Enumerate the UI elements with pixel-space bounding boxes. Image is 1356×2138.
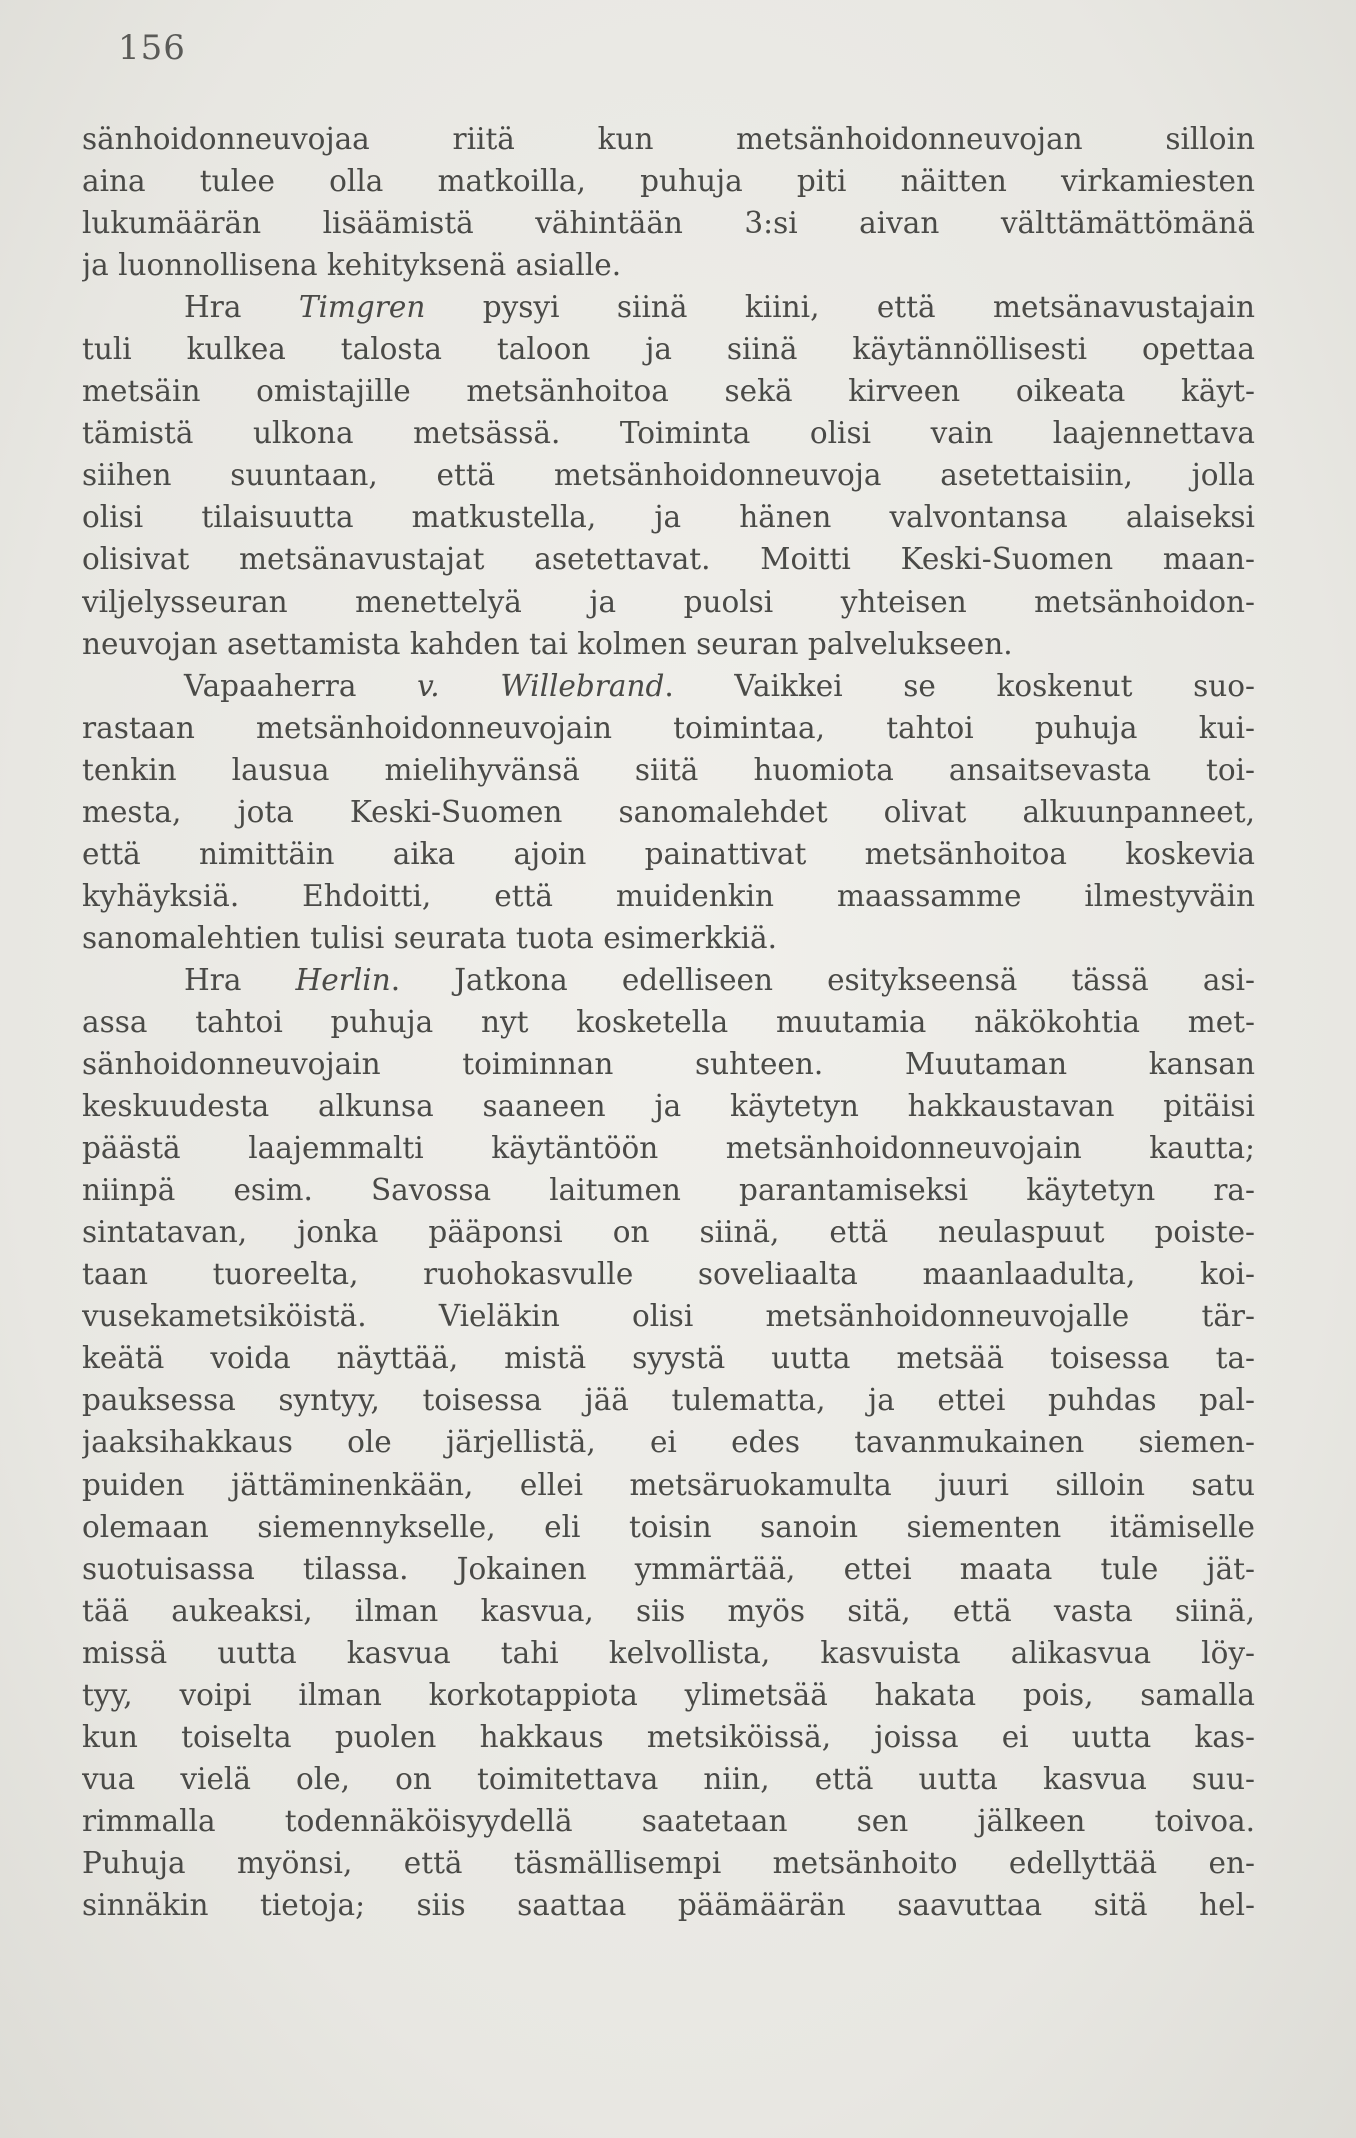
- text-line: olisi tilaisuutta matkustella, ja hänen valvontansa alaiseksi: [82, 500, 1255, 535]
- text-line: vua vielä ole, on toimitettava niin, että uutta kasvua suu-: [82, 1761, 1255, 1796]
- text-line: sanomalehtien tulisi seurata tuota esimerkkiä.: [82, 920, 777, 955]
- text-line: taan tuoreelta, ruohokasvulle soveliaalta maanlaadulta, koi-: [82, 1257, 1255, 1292]
- text-segment: . Vaikkei se koskenut suo-: [664, 668, 1255, 703]
- text-line: rastaan metsänhoidonneuvojain toimintaa, tahtoi puhuja kui-: [82, 710, 1255, 745]
- text-line: missä uutta kasvua tahi kelvollista, kasvuista alikasvua löy-: [82, 1635, 1255, 1670]
- text-segment: . Jatkona edelliseen esitykseensä tässä asi-: [390, 962, 1255, 997]
- text-segment: pysyi siinä kiini, että metsänavustajain: [425, 290, 1255, 325]
- speaker-name: v. Willebrand: [417, 668, 665, 703]
- text-line: että nimittäin aika ajoin painattivat metsänhoitoa koskevia: [82, 836, 1255, 871]
- text-line: päästä laajemmalti käytäntöön metsänhoidonneuvojain kautta;: [82, 1131, 1255, 1166]
- text-line: tämistä ulkona metsässä. Toiminta olisi vain laajennettava: [82, 416, 1255, 451]
- text-line: tenkin lausua mielihyvänsä siitä huomiota ansaitsevasta toi-: [82, 752, 1255, 787]
- text-segment: Hra: [184, 290, 299, 325]
- text-segment: Hra: [184, 962, 296, 997]
- speaker-name: Herlin: [295, 962, 391, 997]
- text-line: pauksessa syntyy, toisessa jää tulematta, ja ettei puhdas pal-: [82, 1383, 1255, 1418]
- text-line: olemaan siemennykselle, eli toisin sanoin siementen itämiselle: [82, 1509, 1255, 1544]
- body-text: [82, 118, 1255, 1926]
- text-line: tuli kulkea talosta taloon ja siinä käytännöllisesti opettaa: [82, 332, 1255, 367]
- text-line: jaaksihakkaus ole järjellistä, ei edes tavanmukainen siemen-: [82, 1425, 1255, 1460]
- text-line: sänhoidonneuvojaa riitä kun metsänhoidonneuvojan silloin: [82, 122, 1255, 156]
- text-segment: Vapaaherra: [184, 668, 418, 703]
- text-line: tää aukeaksi, ilman kasvua, siis myös sitä, että vasta siinä,: [82, 1593, 1255, 1628]
- text-line: suotuisassa tilassa. Jokainen ymmärtää, ettei maata tule jät-: [82, 1551, 1255, 1586]
- text-line: tyy, voipi ilman korkotappiota ylimetsää hakata pois, samalla: [82, 1677, 1255, 1712]
- text-line: viljelysseuran menettelyä ja puolsi yhteisen metsänhoidon-: [82, 584, 1255, 619]
- text-line: siihen suuntaan, että metsänhoidonneuvoja asetettaisiin, jolla: [82, 458, 1255, 493]
- text-line: vusekametsiköistä. Vieläkin olisi metsänhoidonneuvojalle tär-: [82, 1299, 1255, 1334]
- text-line: kyhäyksiä. Ehdoitti, että muidenkin maassamme ilmestyväin: [82, 878, 1255, 913]
- text-line: metsäin omistajille metsänhoitoa sekä kirveen oikeata käyt-: [82, 374, 1255, 409]
- page-number: 156: [118, 28, 186, 68]
- text-line: Puhuja myönsi, että täsmällisempi metsänhoito edellyttää en-: [82, 1845, 1255, 1880]
- text-line: keskuudesta alkunsa saaneen ja käytetyn hakkaustavan pitäisi: [82, 1089, 1255, 1124]
- text-line: sintatavan, jonka pääponsi on siinä, että neulaspuut poiste-: [82, 1215, 1255, 1250]
- text-line: sänhoidonneuvojain toiminnan suhteen. Muutaman kansan: [82, 1047, 1255, 1082]
- text-line: puiden jättäminenkään, ellei metsäruokamulta juuri silloin satu: [82, 1467, 1255, 1502]
- text-line: rimmalla todennäköisyydellä saatetaan sen jälkeen toivoa.: [82, 1803, 1255, 1838]
- text-line: sinnäkin tietoja; siis saattaa päämäärän saavuttaa sitä hel-: [82, 1887, 1255, 1922]
- text-line: [82, 665, 1255, 707]
- text-line: [82, 959, 1255, 1001]
- text-line: kun toiselta puolen hakkaus metsiköissä, joissa ei uutta kas-: [82, 1719, 1255, 1754]
- text-line: assa tahtoi puhuja nyt kosketella muutamia näkökohtia met-: [82, 1004, 1255, 1039]
- text-line: [82, 286, 1255, 328]
- speaker-name: Timgren: [298, 290, 426, 325]
- text-line: neuvojan asettamista kahden tai kolmen seuran palvelukseen.: [82, 626, 1013, 661]
- text-line: aina tulee olla matkoilla, puhuja piti näitten virkamiesten: [82, 164, 1255, 199]
- text-line: ja luonnollisena kehityksenä asialle.: [82, 248, 622, 283]
- text-line: lukumäärän lisäämistä vähintään 3:si aivan välttämättömänä: [82, 206, 1255, 241]
- text-line: mesta, jota Keski-Suomen sanomalehdet olivat alkuunpanneet,: [82, 794, 1255, 829]
- text-line: olisivat metsänavustajat asetettavat. Moitti Keski-Suomen maan-: [82, 542, 1255, 577]
- text-line: niinpä esim. Savossa laitumen parantamiseksi käytetyn ra-: [82, 1173, 1255, 1208]
- text-line: keätä voida näyttää, mistä syystä uutta metsää toisessa ta-: [82, 1341, 1255, 1376]
